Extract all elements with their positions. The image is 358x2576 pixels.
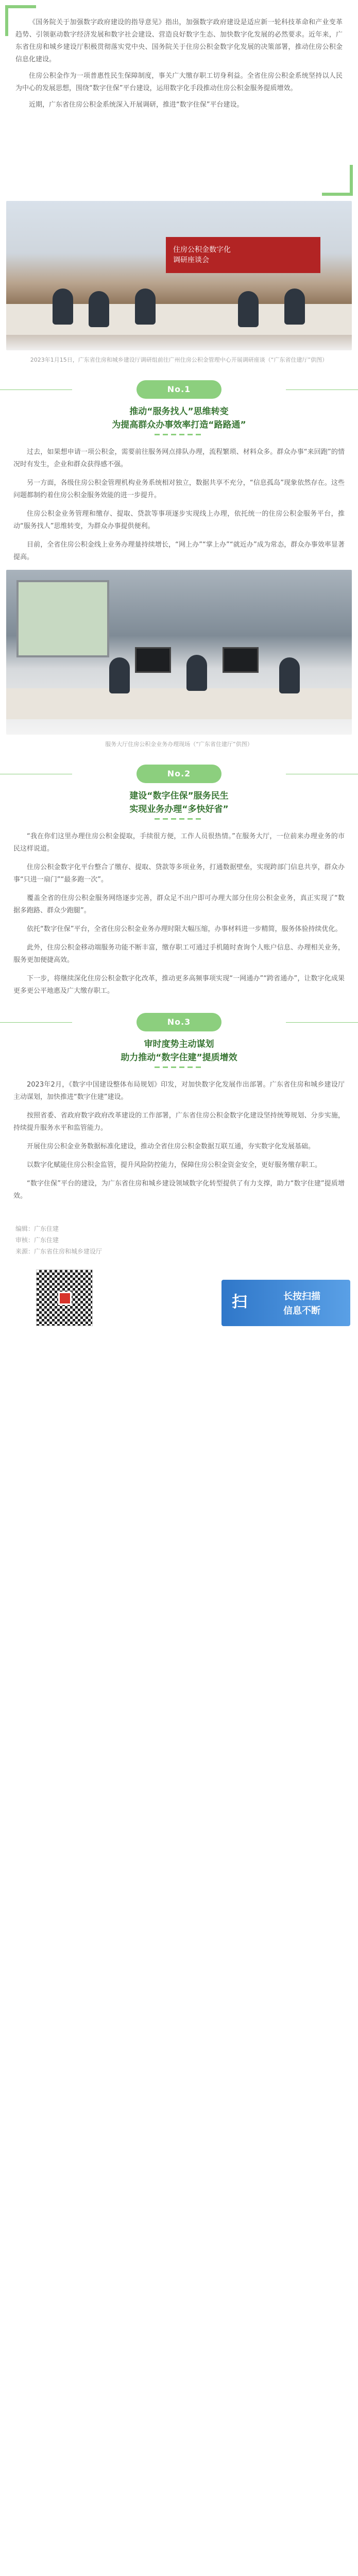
body-paragraph: 另一方面，各级住房公积金管理机构业务系统相对独立，数据共享不充分，“信息孤岛”现象依然存在。这些问题都制约着住房公积金服务效能的进一步提升。 <box>13 479 345 499</box>
intro-paragraph: 近期，广东省住房公积金系统深入开展调研，推进“数字住保”平台建设。 <box>29 101 244 109</box>
qr-code[interactable] <box>36 1269 93 1326</box>
computer-monitor <box>135 647 171 673</box>
body-paragraph: 覆盖全省的住房公积金服务网络逐步完善，群众足不出户即可办理大部分住房公积金业务，真正实现了“数据多跑路、群众少跑腿”。 <box>13 894 345 914</box>
section-3-body <box>0 1079 358 1202</box>
section-badge: No.2 <box>137 765 221 783</box>
scan-line: 信息不断 <box>283 1306 320 1316</box>
dotted-underline <box>155 818 203 820</box>
body-paragraph: 下一步，将继续深化住房公积金数字化改革，推动更多高频事项实现“一网通办”“跨省通办”，让数字化成果更多更公平地惠及广大缴存职工。 <box>13 975 345 995</box>
dotted-underline <box>155 434 203 435</box>
body-paragraph: “我在你们这里办理住房公积金提取，手续很方便，工作人员很热情。”在服务大厅，一位前来办理业务的市民这样说道。 <box>13 833 345 853</box>
section-title-line: 审时度势主动谋划 <box>144 1039 214 1049</box>
section-header-2 <box>0 765 358 821</box>
corner-bracket-top-left <box>5 5 36 36</box>
divider-line <box>286 1022 358 1023</box>
section-badge: No.3 <box>137 1013 221 1031</box>
section-title <box>0 405 358 432</box>
section-title-line: 建设“数字住保”服务民生 <box>129 791 229 801</box>
section-1-body <box>0 446 358 564</box>
editor-line: 来源：广东省住房和城乡建设厅 <box>15 1248 103 1255</box>
body-paragraph: 2023年2月，《数字中国建设整体布局规划》印发，对加快数字化发展作出部署。广东省住房和城乡建设厅主动谋划，加快推进“数字住建”建设。 <box>13 1081 345 1101</box>
banner-line: 调研座谈会 <box>173 256 209 264</box>
body-paragraph: 住房公积金数字化平台整合了缴存、提取、贷款等多项业务，打通数据壁垒，实现跨部门信息共享，群众办事“只进一扇门”“最多跑一次”。 <box>13 863 345 884</box>
service-counter <box>6 688 352 719</box>
section-header-1 <box>0 380 358 437</box>
person-figure <box>109 657 130 693</box>
person-figure <box>238 291 259 327</box>
section-title-line: 推动“服务找人”思维转变 <box>129 406 229 417</box>
footer-block <box>5 1223 353 1347</box>
body-paragraph: 开展住房公积金业务数据标准化建设，推动全省住房公积金数据互联互通，夯实数字化发展基础。 <box>27 1143 315 1150</box>
person-figure <box>53 289 73 325</box>
dotted-underline <box>155 1066 203 1068</box>
body-paragraph: 此外，住房公积金移动端服务功能不断丰富，缴存职工可通过手机随时查询个人账户信息、办理相关业务，服务更加便捷高效。 <box>13 944 345 964</box>
meeting-banner <box>166 237 320 273</box>
body-paragraph: 按照省委、省政府数字政府改革建设的工作部署，广东省住房公积金数字化建设坚持统筹规划、分步实施，持续提升服务水平和监管能力。 <box>13 1112 345 1132</box>
body-paragraph: 住房公积金业务管理和缴存、提取、贷款等事项逐步实现线上办理，依托统一的住房公积金服务平台，推动“服务找人”思维转变，为群众办事提供便利。 <box>13 510 345 530</box>
section-header-3 <box>0 1013 358 1070</box>
intro-box <box>5 5 353 196</box>
body-paragraph: “数字住保”平台的建设，为广东省住房和城乡建设领域数字化转型提供了有力支撑，助力“数字住建”提质增效。 <box>13 1180 345 1200</box>
section-title-line: 为提高群众办事效率打造“路路通” <box>112 420 246 430</box>
meeting-photo <box>6 201 352 350</box>
divider-line <box>0 1022 72 1023</box>
corner-bracket-bottom-right <box>322 165 353 196</box>
intro-paragraph: 住房公积金作为一项普惠性民生保障制度，事关广大缴存职工切身利益。全省住房公积金系统坚持以人民为中心的发展思想，围绕“数字住保”平台建设，运用数字化手段推动住房公积金服务提质增效。 <box>15 72 343 92</box>
section-title <box>0 1038 358 1064</box>
banner-line: 住房公积金数字化 <box>173 246 231 254</box>
scan-big-text: 扫 <box>232 1293 247 1311</box>
person-figure <box>186 655 207 691</box>
office-window <box>16 580 109 657</box>
computer-monitor <box>223 647 259 673</box>
scan-line: 长按扫描 <box>283 1291 320 1302</box>
body-paragraph: 目前，全省住房公积金线上业务办理量持续增长，“网上办”“掌上办”“就近办”成为常态，群众办事效率显著提高。 <box>13 541 345 561</box>
person-figure <box>135 289 156 325</box>
body-paragraph: 过去，如果想申请一项公积金，需要前往服务网点排队办理，流程繁琐、材料众多。群众办事“来回跑”的情况时有发生，企业和群众获得感不强。 <box>13 448 345 468</box>
section-title <box>0 789 358 816</box>
editor-credits <box>5 1223 353 1257</box>
intro-text <box>15 16 343 111</box>
person-figure <box>284 289 305 325</box>
intro-paragraph: 《国务院关于加强数字政府建设的指导意见》指出，加强数字政府建设是适应新一轮科技革命和产业变革趋势、引领驱动数字经济发展和数字社会建设、营造良好数字生态、加快数字化发展的必然要求。近年来，广东省住房和城乡建设厅积极贯彻落实党中央、国务院关于住房公积金数字化发展的决策部署，推动住房公积金信息化建设。 <box>15 19 343 63</box>
scan-prompt-card <box>221 1280 350 1326</box>
service-hall-photo <box>6 570 352 735</box>
qr-logo-icon <box>58 1292 72 1305</box>
person-figure <box>279 657 300 693</box>
editor-line: 审核：广东住建 <box>15 1236 59 1244</box>
person-figure <box>89 291 109 327</box>
body-paragraph: 以数字化赋能住房公积金监管，提升风险防控能力，保障住房公积金资金安全，更好服务缴存职工。 <box>27 1161 322 1169</box>
divider-line <box>0 389 72 390</box>
divider-line <box>286 389 358 390</box>
section-title-line: 助力推动“数字住建”提质增效 <box>121 1053 237 1063</box>
editor-line: 编辑：广东住建 <box>15 1225 59 1232</box>
section-badge: No.1 <box>137 380 221 399</box>
section-title-line: 实现业务办理“多快好省” <box>129 804 229 815</box>
photo-caption: 2023年1月15日，广东省住房和城乡建设厅调研组前往广州住房公积金管理中心开展调研座谈（“广东省住建厅”供图） <box>30 357 328 363</box>
section-2-body <box>0 831 358 997</box>
photo-caption: 服务大厅住房公积金业务办理现场（“广东省住建厅”供图） <box>105 741 253 748</box>
body-paragraph: 依托“数字住保”平台，全省住房公积金业务办理时限大幅压缩，办事材料进一步精简，服务体验持续优化。 <box>27 925 342 933</box>
